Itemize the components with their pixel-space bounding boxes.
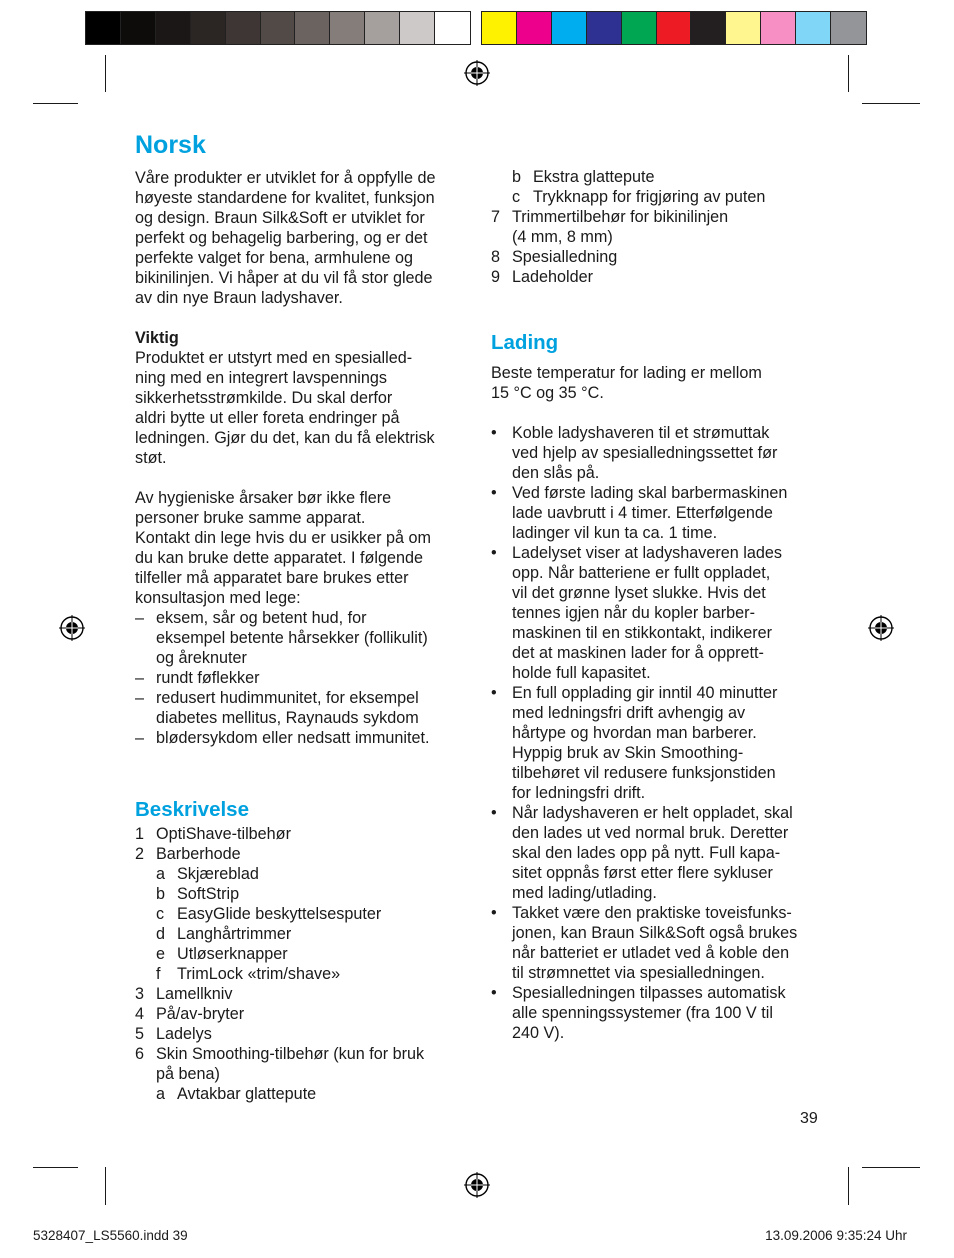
- item-text: SoftStrip: [177, 885, 240, 903]
- color-swatch: [657, 12, 692, 44]
- color-swatch: [796, 12, 831, 44]
- list-item: [135, 884, 470, 904]
- list-item: [491, 903, 831, 983]
- item-letter: a: [156, 1085, 166, 1103]
- item-text: Ladeholder: [512, 268, 594, 286]
- crop-mark: [848, 55, 849, 92]
- item-number: 3: [135, 985, 145, 1003]
- color-swatch: [726, 12, 761, 44]
- parts-list: [135, 984, 470, 1084]
- parts-sublist: [135, 864, 470, 984]
- page-number: 39: [800, 1110, 818, 1127]
- color-swatch: [86, 12, 121, 44]
- registration-mark-icon: [868, 615, 894, 641]
- item-letter: d: [156, 925, 166, 943]
- crop-mark: [105, 55, 106, 92]
- list-item: [491, 423, 831, 483]
- registration-mark-icon: [464, 1172, 490, 1198]
- list-item-text: Ved første lading skal barbermaskinen lade uavbrutt i 4 timer. Etterfølgende ladinger vil kun ta ca. 1 time.: [512, 484, 788, 542]
- item-text: Avtakbar glattepute: [177, 1085, 317, 1103]
- item-letter: c: [512, 188, 521, 206]
- item-number: 5: [135, 1025, 145, 1043]
- hygiene-paragraph: Av hygieniske årsaker bør ikke flere personer bruke samme apparat. Kontakt din lege hvis du er usikker på om du kan bruke dette apparatet. I følgende tilfeller må apparatet bare brukes etter konsultasjon med lege:: [135, 489, 432, 607]
- crop-mark: [105, 1167, 106, 1205]
- list-item-text: En full opplading gir inntil 40 minutter med ledningsfri drift avhengig av hårtype og hvordan man barberer. Hyppig bruk av Skin Smoothing- tilbehøret vil redusere funksjonstiden for ledningsfri drift.: [512, 684, 778, 802]
- important-label: Viktig: [135, 329, 179, 347]
- footer-timestamp: 13.09.2006 9:35:24 Uhr: [765, 1228, 907, 1243]
- color-swatch: [622, 12, 657, 44]
- item-text: Langhårtrimmer: [177, 925, 292, 943]
- important-paragraph: Produktet er utstyrt med en spesialled- ning med en integrert lavspennings sikkerhetsstrømkilde. Du skal derfor aldri bytte ut eller foreta endringer på ledningen. Gjør du det, kan du få elektrisk støt.: [135, 349, 435, 467]
- list-item: [491, 683, 831, 803]
- charging-list: [491, 423, 831, 1043]
- list-item-text: Når ladyshaveren er helt oppladet, skal den lades ut ved normal bruk. Deretter skal den lades opp på nytt. Full kapa- sitet oppnås først etter flere sykluser med lading/utlading.: [512, 804, 793, 902]
- list-item: [135, 1044, 470, 1084]
- crop-mark: [33, 1167, 78, 1168]
- parts-sublist: [135, 1084, 470, 1104]
- bullet-marker: •: [491, 804, 497, 822]
- color-swatch: [365, 12, 400, 44]
- bullet-marker: •: [491, 424, 497, 442]
- list-item-text: eksem, sår og betent hud, for eksempel betente hårsekker (follikulit) og åreknuter: [156, 609, 428, 667]
- bullet-marker: •: [491, 484, 497, 502]
- item-text: På/av-bryter: [156, 1005, 245, 1023]
- item-number: 1: [135, 825, 145, 843]
- bullet-marker: •: [491, 684, 497, 702]
- item-text: Skin Smoothing-tilbehør (kun for bruk på bena): [156, 1045, 425, 1083]
- list-item: [135, 864, 470, 884]
- page-title: Norsk: [135, 131, 206, 159]
- list-item: [491, 167, 831, 187]
- list-item: [135, 904, 470, 924]
- list-item: [491, 247, 831, 267]
- list-item: [491, 207, 831, 247]
- list-item: [135, 1004, 470, 1024]
- list-item: [135, 844, 470, 864]
- charging-intro: Beste temperatur for lading er mellom 15 °C og 35 °C.: [491, 364, 762, 402]
- parts-sublist: [491, 167, 831, 207]
- list-item: [135, 984, 470, 1004]
- list-item: [491, 267, 831, 287]
- process-color-bar: [481, 11, 867, 45]
- item-number: 7: [491, 208, 501, 226]
- color-swatch: [831, 12, 866, 44]
- list-item: [135, 608, 470, 668]
- item-text: TrimLock «trim/shave»: [177, 965, 341, 983]
- parts-list: [491, 207, 831, 287]
- item-text: Trykknapp for frigjøring av puten: [533, 188, 766, 206]
- item-letter: b: [512, 168, 522, 186]
- item-text: Ladelys: [156, 1025, 212, 1043]
- bullet-marker: •: [491, 984, 497, 1002]
- list-item: [135, 668, 470, 688]
- color-swatch: [191, 12, 226, 44]
- list-item-text: Takket være den praktiske toveisfunks- jonen, kan Braun Silk&Soft også brukes når batteriet er utladet ved å koble den til strømnettet via spesialledningen.: [512, 904, 798, 982]
- item-text: Barberhode: [156, 845, 241, 863]
- crop-mark: [33, 103, 78, 104]
- crop-mark: [848, 1167, 849, 1205]
- charging-heading: Lading: [491, 331, 559, 354]
- intro-paragraph: Våre produkter er utviklet for å oppfylle de høyeste standardene for kvalitet, funksjon og design. Braun Silk&Soft er utviklet for perfekt og behagelig barbering, og er det perfekte valget for bena, armhulene og bikinilinjen. Vi håper at du vil få stor glede av din nye Braun ladyshaver.: [135, 169, 436, 307]
- list-item: [135, 824, 470, 844]
- item-letter: c: [156, 905, 165, 923]
- list-item: [135, 964, 470, 984]
- footer-file-info: 5328407_LS5560.indd 39: [33, 1228, 188, 1243]
- list-item-text: blødersykdom eller nedsatt immunitet.: [156, 729, 430, 747]
- item-letter: f: [156, 965, 161, 983]
- color-swatch: [156, 12, 191, 44]
- item-text: Utløserknapper: [177, 945, 288, 963]
- registration-mark-icon: [464, 60, 490, 86]
- item-text: Skjæreblad: [177, 865, 259, 883]
- item-number: 9: [491, 268, 501, 286]
- item-number: 8: [491, 248, 501, 266]
- color-swatch: [400, 12, 435, 44]
- crop-mark: [862, 1167, 920, 1168]
- gray-color-bar: [85, 11, 471, 45]
- dash-marker: –: [135, 689, 145, 707]
- description-heading: Beskrivelse: [135, 798, 249, 821]
- item-text: Trimmertilbehør for bikinilinjen (4 mm, 8 mm): [512, 208, 729, 246]
- color-swatch: [121, 12, 156, 44]
- conditions-list: [135, 608, 470, 748]
- list-item-text: rundt føflekker: [156, 669, 260, 687]
- color-swatch: [435, 12, 470, 44]
- color-swatch: [295, 12, 330, 44]
- item-text: Spesialledning: [512, 248, 618, 266]
- dash-marker: –: [135, 609, 145, 627]
- registration-mark-icon: [59, 615, 85, 641]
- list-item: [491, 543, 831, 683]
- list-item-text: redusert hudimmunitet, for eksempel diabetes mellitus, Raynauds sykdom: [156, 689, 419, 727]
- item-text: OptiShave-tilbehør: [156, 825, 291, 843]
- crop-mark: [862, 103, 920, 104]
- item-text: Ekstra glattepute: [533, 168, 655, 186]
- color-swatch: [761, 12, 796, 44]
- item-number: 4: [135, 1005, 145, 1023]
- item-letter: b: [156, 885, 166, 903]
- list-item: [491, 803, 831, 903]
- color-swatch: [587, 12, 622, 44]
- list-item: [135, 1024, 470, 1044]
- color-swatch: [552, 12, 587, 44]
- color-swatch: [261, 12, 296, 44]
- color-swatch: [482, 12, 517, 44]
- parts-list: [135, 824, 470, 864]
- color-swatch: [691, 12, 726, 44]
- bullet-marker: •: [491, 904, 497, 922]
- left-column: [135, 128, 470, 1104]
- list-item: [135, 924, 470, 944]
- list-item: [491, 483, 831, 543]
- item-letter: a: [156, 865, 166, 883]
- dash-marker: –: [135, 729, 145, 747]
- item-text: EasyGlide beskyttelsesputer: [177, 905, 382, 923]
- item-number: 2: [135, 845, 145, 863]
- list-item: [491, 983, 831, 1043]
- item-text: Lamellkniv: [156, 985, 233, 1003]
- item-letter: e: [156, 945, 166, 963]
- list-item: [135, 728, 470, 748]
- list-item: [135, 944, 470, 964]
- color-swatch: [330, 12, 365, 44]
- list-item-text: Koble ladyshaveren til et strømuttak ved hjelp av spesialledningssettet før den slås på.: [512, 424, 778, 482]
- item-number: 6: [135, 1045, 145, 1063]
- color-swatch: [226, 12, 261, 44]
- list-item-text: Spesialledningen tilpasses automatisk alle spenningssystemer (fra 100 V til 240 V).: [512, 984, 786, 1042]
- color-swatch: [517, 12, 552, 44]
- dash-marker: –: [135, 669, 145, 687]
- bullet-marker: •: [491, 544, 497, 562]
- list-item: [491, 187, 831, 207]
- list-item: [135, 688, 470, 728]
- right-column: [491, 167, 831, 1043]
- list-item-text: Ladelyset viser at ladyshaveren lades opp. Når batteriene er fullt oppladet, vil det grønne lyset slukke. Hvis det tennes igjen når du kopler barber- maskinen til en stikkontakt, indikerer det at maskinen lader for å opprett- holde full kapasitet.: [512, 544, 782, 682]
- list-item: [135, 1084, 470, 1104]
